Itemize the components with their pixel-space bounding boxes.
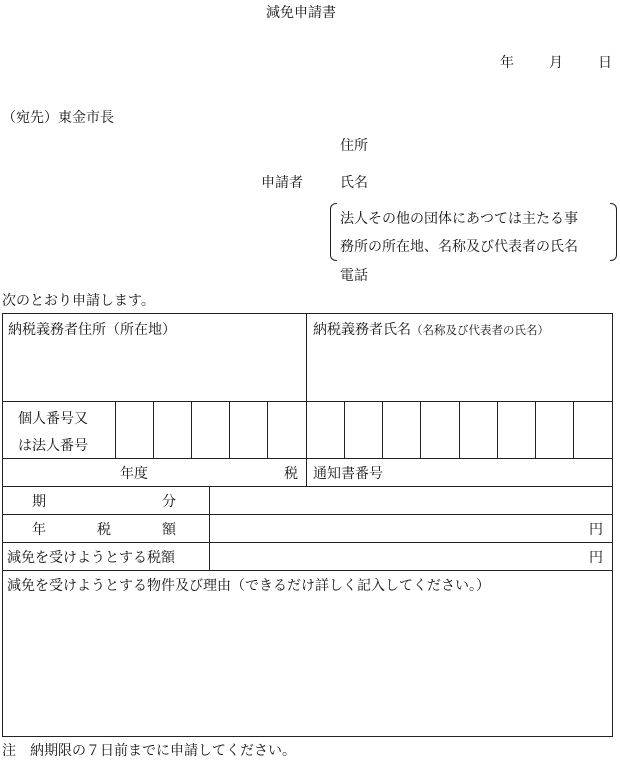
col-line xyxy=(209,486,210,570)
digit-box-line xyxy=(497,401,498,458)
exemption-amount-label: 減免を受けようとする税額 xyxy=(7,550,175,566)
corp-note-line2: 務所の所在地、名称及び代表者の氏名 xyxy=(340,239,578,255)
period-label-b: 分 xyxy=(162,494,176,510)
col-line xyxy=(306,313,307,486)
digit-box-line xyxy=(459,401,460,458)
taxpayer-name-note: （名称及び代表者の氏名） xyxy=(411,323,549,337)
corp-note-line1: 法人その他の団体にあつては主たる事 xyxy=(340,211,578,227)
taxpayer-name-label xyxy=(313,319,549,339)
digit-box-line xyxy=(535,401,536,458)
bracket-left xyxy=(330,203,337,261)
annual-tax-label-b: 税 xyxy=(97,522,111,538)
digit-box-line xyxy=(420,401,421,458)
digit-box-line xyxy=(344,401,345,458)
taxpayer-address-label: 納税義務者住所（所在地） xyxy=(8,322,176,338)
row-line xyxy=(2,458,613,459)
yen-unit: 円 xyxy=(589,522,603,538)
page-title: 減免申請書 xyxy=(266,5,336,21)
period-label-a: 期 xyxy=(32,494,46,510)
date-day-label: 日 xyxy=(598,55,612,71)
applicant-phone-label: 電話 xyxy=(340,268,368,284)
digit-box-line xyxy=(267,401,268,458)
bracket-right xyxy=(610,203,617,261)
applicant-address-label: 住所 xyxy=(340,138,368,154)
row-line xyxy=(2,542,613,543)
row-line xyxy=(2,514,613,515)
date-month-label: 月 xyxy=(549,55,563,71)
row-line xyxy=(2,486,613,487)
addressee: （宛先）東金市長 xyxy=(2,110,114,126)
digit-box-line xyxy=(382,401,383,458)
row-line xyxy=(2,401,613,402)
digit-box-line xyxy=(229,401,230,458)
id-number-label-line1: 個人番号又 xyxy=(18,411,88,427)
footnote: 注 納期限の７日前までに申請してください。 xyxy=(2,743,296,759)
digit-box-line xyxy=(153,401,154,458)
date-year-label: 年 xyxy=(500,55,514,71)
yen-unit: 円 xyxy=(589,550,603,566)
notice-number-label: 通知書番号 xyxy=(313,466,383,482)
taxpayer-name-text: 納税義務者氏名 xyxy=(313,322,411,338)
row-line xyxy=(2,570,613,571)
application-table xyxy=(2,313,613,737)
reason-label: 減免を受けようとする物件及び理由（できるだけ詳しく記入してください。） xyxy=(7,578,490,594)
intro-text: 次のとおり申請します。 xyxy=(2,293,155,309)
digit-box-line xyxy=(573,401,574,458)
applicant-role-label: 申請者 xyxy=(261,175,303,191)
fiscal-year-label: 年度 xyxy=(120,466,148,482)
annual-tax-label-c: 額 xyxy=(162,522,176,538)
tax-type-label: 税 xyxy=(284,466,298,482)
col-line xyxy=(115,401,116,458)
digit-box-line xyxy=(191,401,192,458)
applicant-name-label: 氏名 xyxy=(340,175,368,191)
id-number-label-line2: は法人番号 xyxy=(18,438,88,454)
annual-tax-label-a: 年 xyxy=(32,522,46,538)
